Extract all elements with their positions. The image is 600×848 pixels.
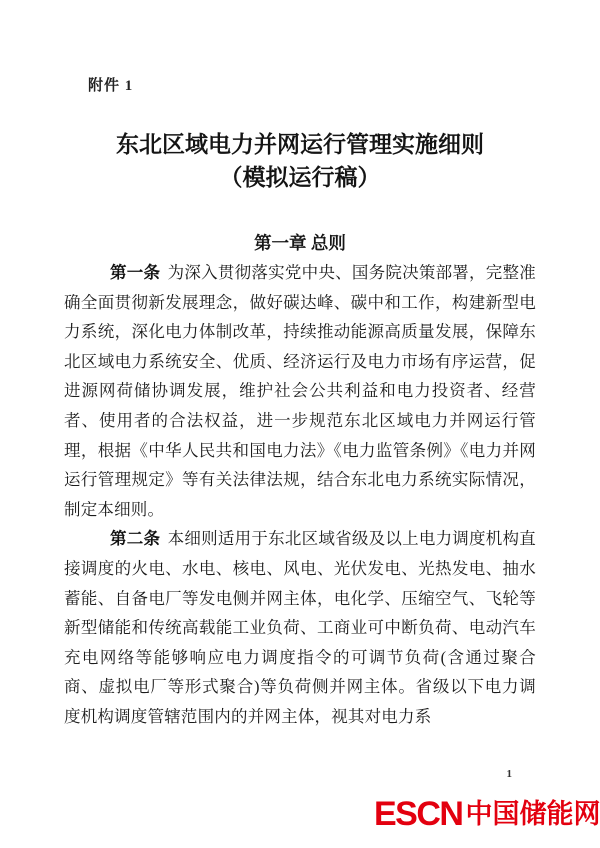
document-body xyxy=(64,258,536,732)
article-1-text: 为深入贯彻落实党中央、国务院决策部署，完整准确全面贯彻新发展理念，做好碳达峰、碳中和工作，构建新型电力系统，深化电力体制改革，持续推动能源高质量发展，保障东北区域电力系统安全、优质、经济运行及电力市场有序运营，促进源网荷储协调发展，维护社会公共利益和电力投资者、经营者、使用者的合法权益，进一步规范东北区域电力并网运行管理，根据《中华人民共和国电力法》《电力监管条例》《电力并网运行管理规定》等有关法律法规，结合东北电力系统实际情况，制定本细则。 xyxy=(64,263,536,519)
escn-logo-chinese: 中国储能网 xyxy=(465,799,600,829)
paragraph-article-2 xyxy=(64,524,536,731)
page-number: 1 xyxy=(506,768,512,780)
title-line-1: 东北区域电力并网运行管理实施细则 xyxy=(116,132,484,157)
article-2-text: 本细则适用于东北区域省级及以上电力调度机构直接调度的火电、水电、核电、风电、光伏发电、光热发电、抽水蓄能、自备电厂等发电侧并网主体，电化学、压缩空气、飞轮等新型储能和传统高载能工业负荷、工商业可中断负荷、电动汽车充电网络等能够响应电力调度指令的可调节负荷(含通过聚合商、虚拟电厂等形式聚合)等负荷侧并网主体。省级以下电力调度机构调度管辖范围内的并网主体，视其对电力系 xyxy=(64,529,536,726)
paragraph-article-1 xyxy=(64,258,536,524)
document-title xyxy=(0,128,600,194)
title-line-2: （模拟运行稿） xyxy=(219,165,381,190)
chapter-heading: 第一章 总则 xyxy=(254,233,346,253)
article-2-number: 第二条 xyxy=(110,529,161,549)
escn-logo-latin: ESCN xyxy=(374,795,463,833)
article-1-number: 第一条 xyxy=(110,263,161,282)
escn-logo xyxy=(374,796,600,832)
attachment-label: 附件 1 xyxy=(88,78,134,94)
